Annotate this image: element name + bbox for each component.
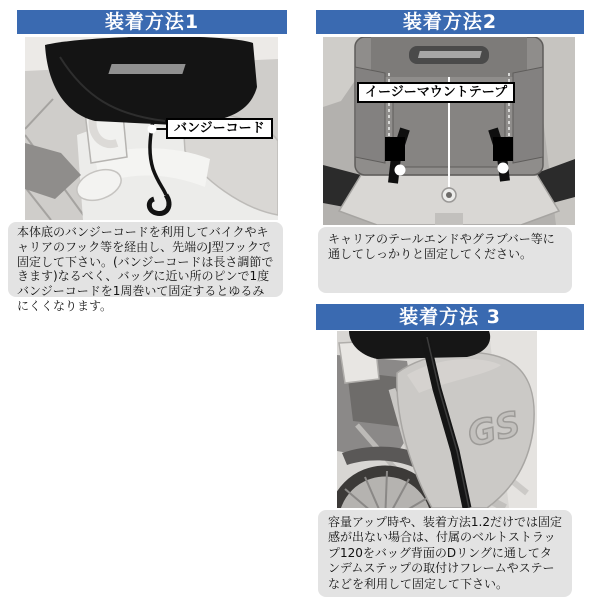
seat-logo: GS — [463, 403, 525, 456]
bag-bottom-edge — [349, 331, 490, 359]
section3-title: 装着方法 3 — [399, 306, 501, 328]
section1-photo — [25, 37, 278, 220]
right-anchor-dot — [498, 163, 509, 174]
callout-anchor-dot — [148, 125, 157, 134]
section3-description-box — [318, 510, 572, 597]
section1-title: 装着方法1 — [104, 11, 200, 33]
section1-description-box — [8, 222, 283, 313]
left-anchor-dot — [395, 165, 406, 176]
section3-photo — [337, 331, 537, 508]
bag-on-carrier-photo — [323, 37, 575, 225]
section2-description-box — [318, 227, 572, 293]
section2-photo — [323, 37, 575, 225]
bag-logo-blur — [418, 51, 482, 58]
easy-mount-tape-label: イージーマウントテープ — [365, 85, 508, 100]
bag-right-pocket — [513, 67, 543, 163]
right-buckle — [493, 137, 513, 161]
easy-mount-tape-callout — [357, 82, 515, 103]
section2-title: 装着方法2 — [402, 11, 498, 33]
section2-description: キャリアのテールエンドやグラブバー等に通してしっかりと固定してください。 — [328, 232, 555, 261]
section3-description: 容量アップ時や、装着方法1.2だけでは固定感が出ない場合は、付属のベルトストラップ120をバッグ背面のDリングに通してタンデムステップの取付けフレームやステーなどを利用して固定して下さい。 — [328, 515, 563, 591]
left-buckle — [385, 137, 405, 161]
strap-on-frame-photo — [337, 331, 537, 508]
section2-header — [316, 10, 584, 34]
carrier-roundel-center — [446, 192, 452, 198]
bungee-cord-callout — [166, 118, 273, 139]
section3-header — [316, 304, 584, 330]
section1-description: 本体底のバンジーコードを利用してバイクやキャリアのフック等を経由し、先端のJ型フックで固定して下さい。(バンジーコードは長さ調節できます)なるべく、バッグに近い所のピンで1度バンジーコードを1周巻いて固定するとゆるみにくくなります。 — [17, 225, 274, 313]
section1-header — [17, 10, 287, 34]
carrier-post — [435, 213, 463, 225]
bungee-cord-label: バンジーコード — [174, 121, 265, 136]
bag-logo-blur — [108, 64, 185, 74]
